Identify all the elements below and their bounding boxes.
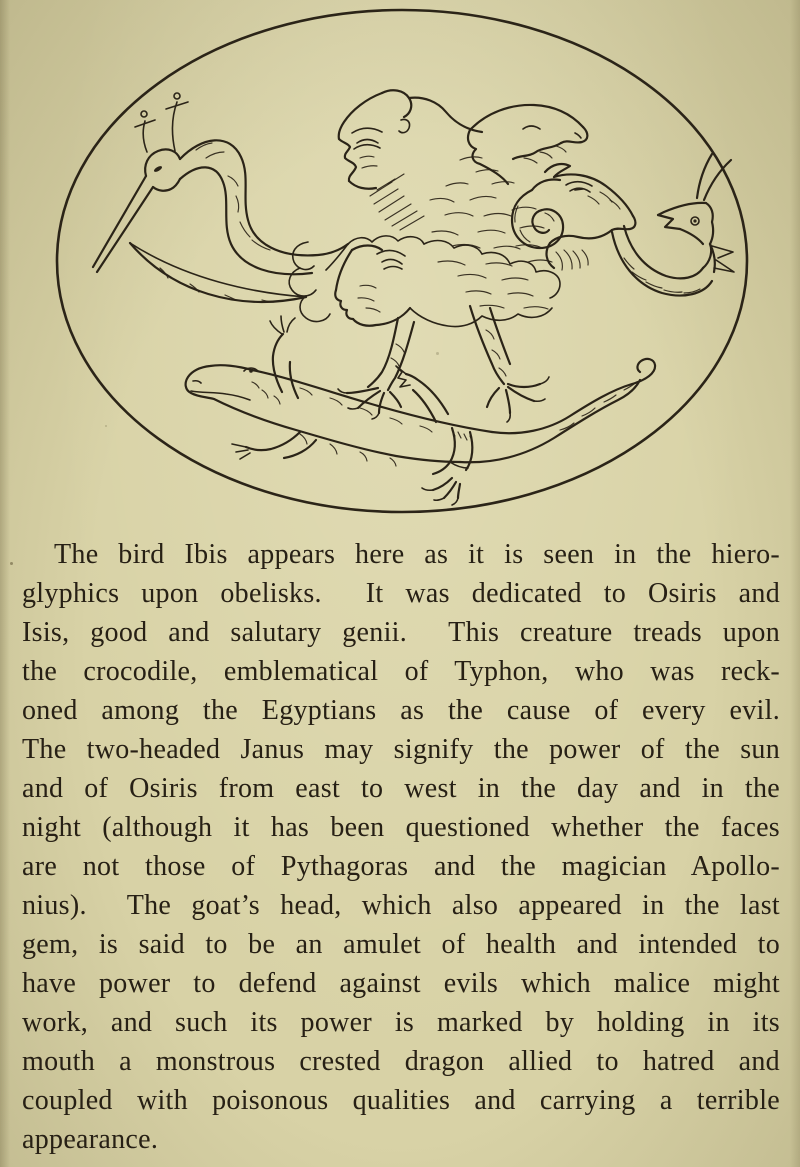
page-speckle xyxy=(436,352,439,355)
gem-engraving-figure xyxy=(0,0,800,530)
text-line: are not those of Pythagoras and the magician Apollo- xyxy=(22,851,780,882)
text-line: night (although it has been questioned whether the faces xyxy=(22,812,780,843)
janus-faces xyxy=(289,90,482,325)
text-line: nius). The goat’s head, which also appeared in the last xyxy=(22,890,780,921)
text-line: the crocodile, emblematical of Typhon, who was reck- xyxy=(22,656,780,687)
beast-head xyxy=(468,105,587,184)
page-speckle xyxy=(10,562,13,565)
face-shadow-hatching xyxy=(370,174,424,230)
text-line: Isis, good and salutary genii. This creature treads upon xyxy=(22,617,780,648)
ibis-neck-hatching xyxy=(196,143,270,250)
page-speckle xyxy=(105,425,107,427)
crocodile xyxy=(186,316,655,505)
text-line: The two-headed Janus may signify the power of the sun xyxy=(22,734,780,765)
goat-beard-hatching xyxy=(556,250,588,270)
text-line: gem, is said to be an amulet of health and intended to xyxy=(22,929,780,960)
text-line: work, and such its power is marked by holding in its xyxy=(22,1007,780,1038)
mane-hatching xyxy=(348,157,560,327)
text-line: glyphics upon obelisks. It was dedicated to Osiris and xyxy=(22,578,780,609)
gem-engraving xyxy=(0,0,800,530)
text-line: The bird Ibis appears here as it is seen in the hiero- xyxy=(54,539,780,570)
dragon-head xyxy=(612,154,734,296)
text-line: and of Osiris from east to west in the day and in the xyxy=(22,773,780,804)
text-line: coupled with poisonous qualities and carrying a terrible xyxy=(22,1085,780,1116)
goat-head xyxy=(512,164,635,270)
text-line: appearance. xyxy=(22,1124,159,1155)
paragraph xyxy=(22,535,780,1159)
text-line: have power to defend against evils which malice might xyxy=(22,968,780,999)
ibis-head xyxy=(93,93,348,302)
text-line: oned among the Egyptians as the cause of every evil. xyxy=(22,695,780,726)
text-line: mouth a monstrous crested dragon allied to hatred and xyxy=(22,1046,780,1077)
